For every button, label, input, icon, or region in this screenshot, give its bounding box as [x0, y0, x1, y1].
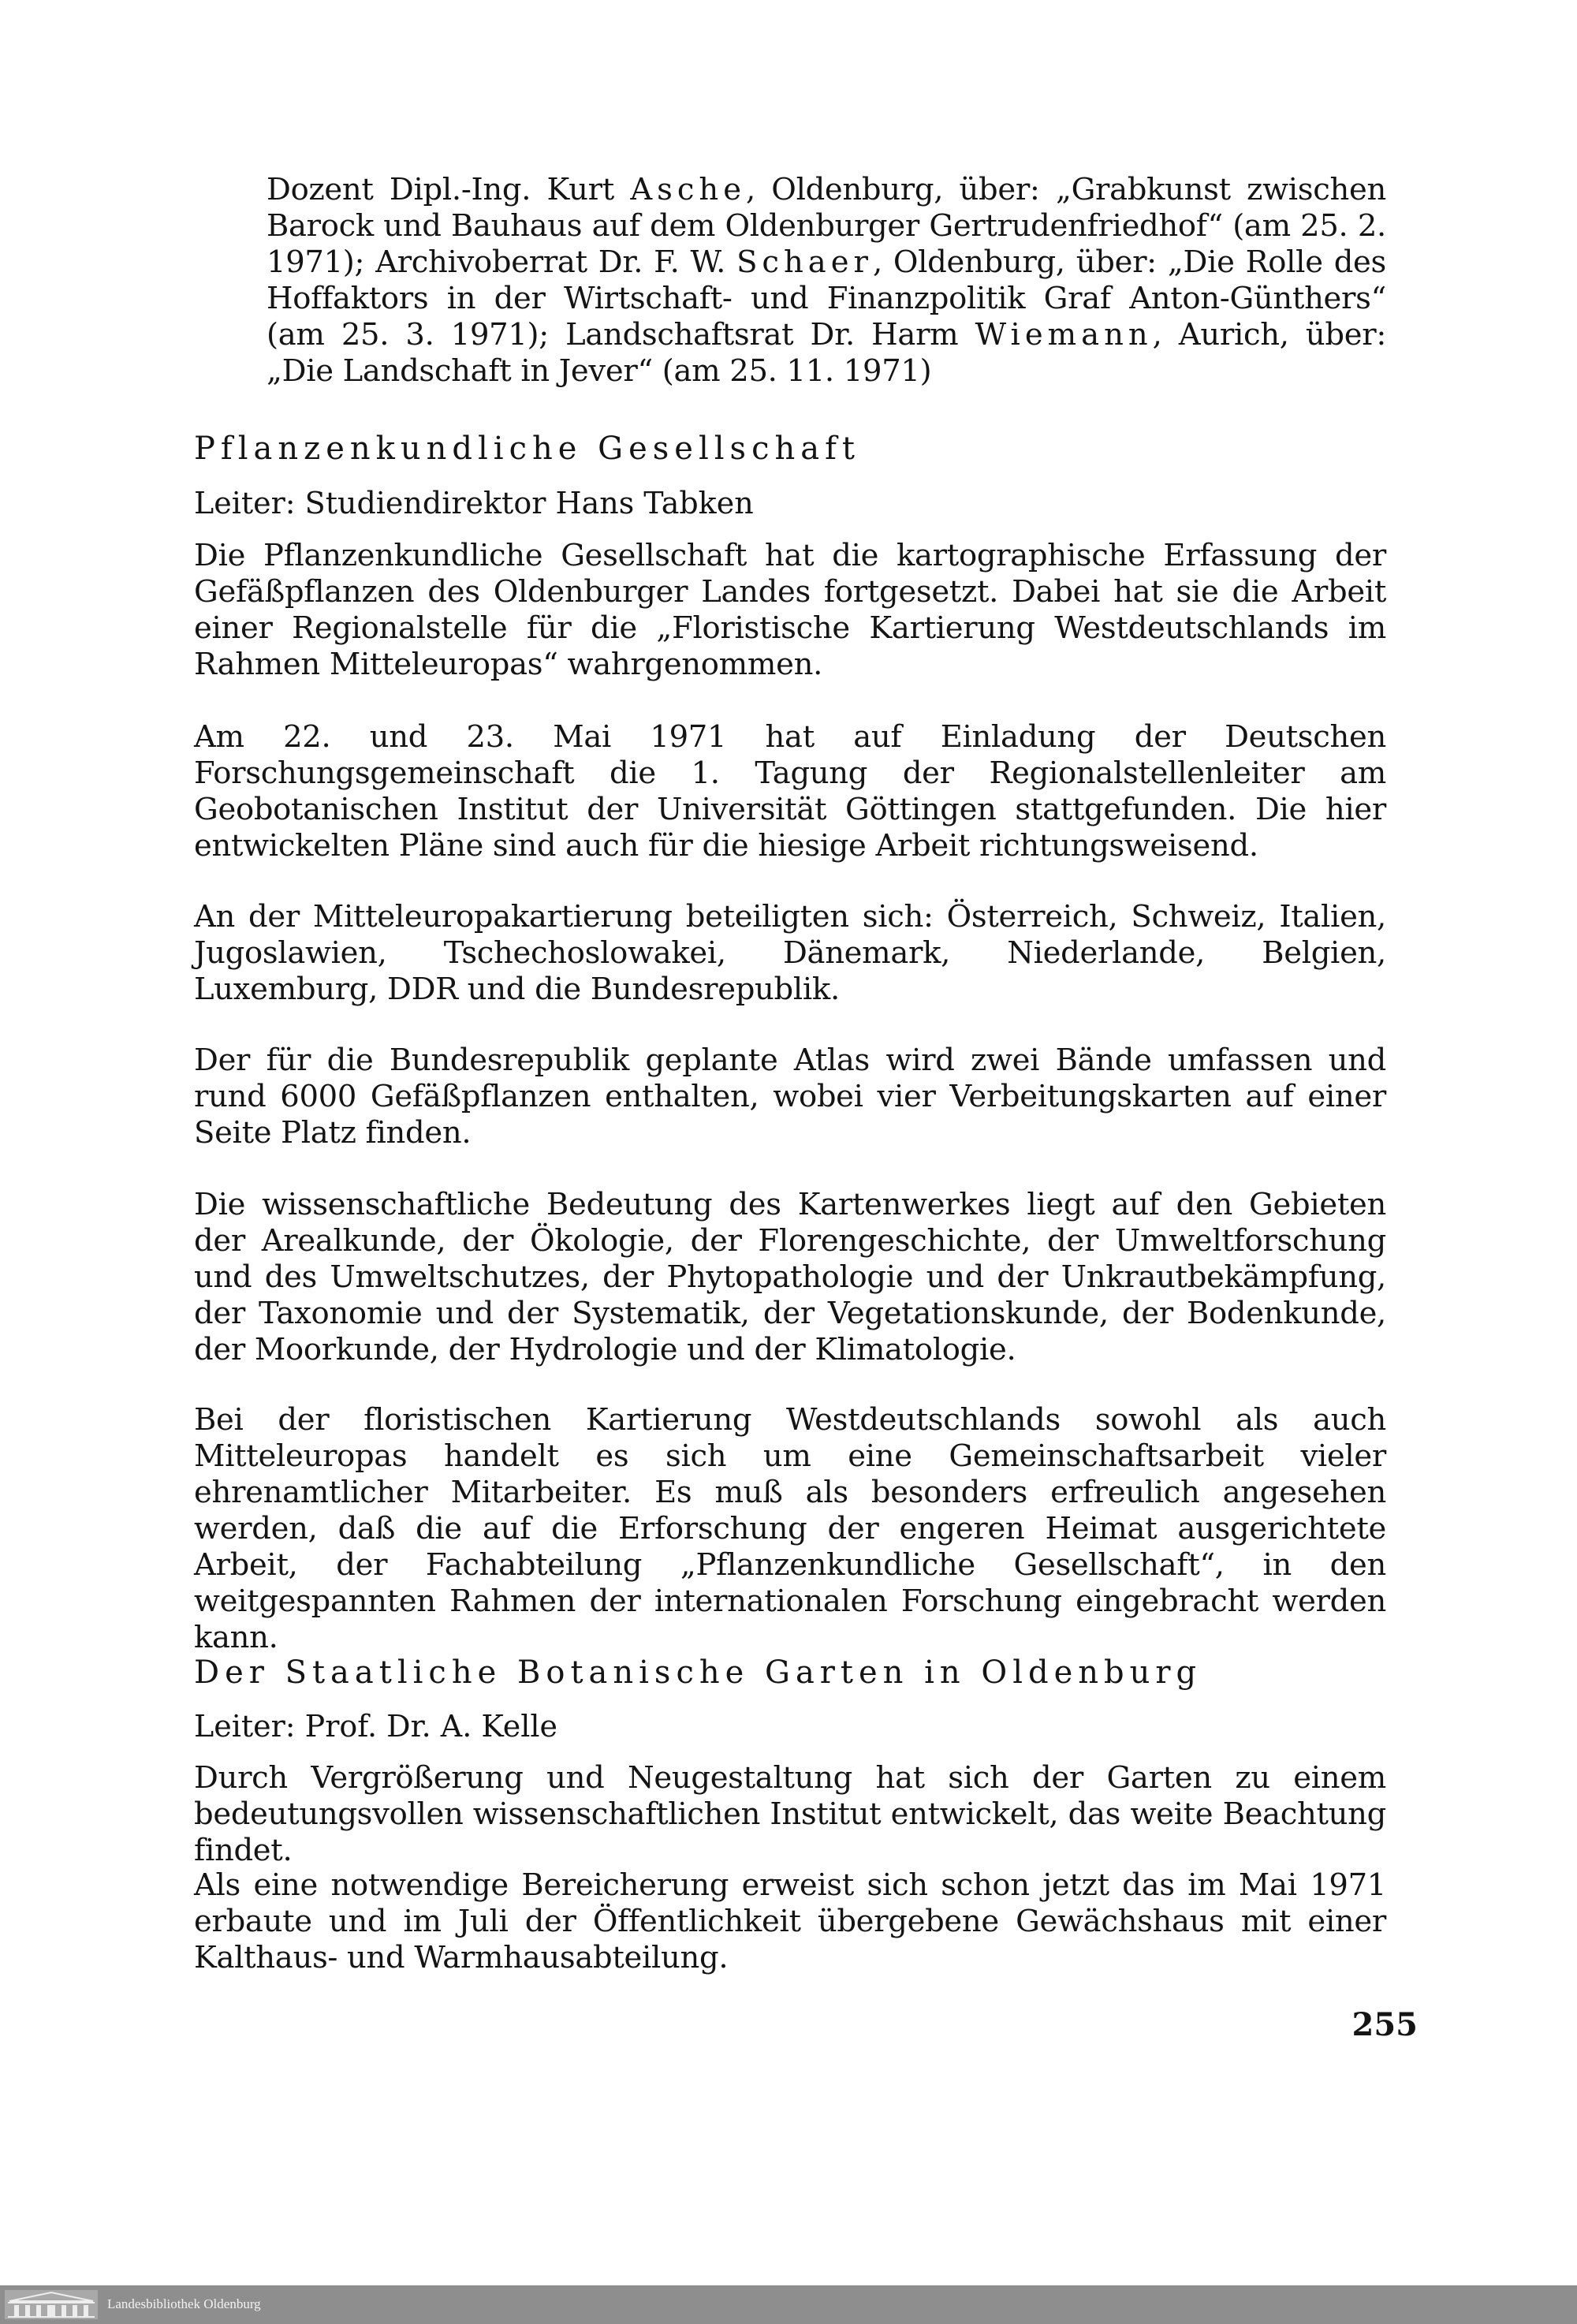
intro-text-2: , Oldenburg, über: „Grabkunst zwischen Barock und Bauhaus auf dem Oldenburger Gertrudenfriedhof“ (am 25. 2. 1971); Archivoberrat Dr. F. W.	[267, 172, 1386, 280]
section-leader-kelle: Leiter: Prof. Dr. A. Kelle	[194, 1709, 558, 1744]
footer-bar	[0, 2285, 1577, 2324]
intro-text-3: , Oldenburg, über: „Die Rolle des Hoffaktors in der Wirtschaft- und Finanzpolitik Graf Anton-Günthers“ (am 25. 3. 1971); Landschaftsrat Dr. Harm	[267, 244, 1386, 353]
library-building-icon	[5, 2290, 98, 2319]
paragraph-wissenschaftliche-bedeutung: Die wissenschaftliche Bedeutung des Kartenwerkes liegt auf den Gebieten der Arealkunde, der Ökologie, der Florengeschichte, der Umweltforschung und des Umweltschutzes, der Phytopathologie und der Unkrautbekämpfung, der Taxonomie und der Systematik, der Vegetationskunde, der Bodenkunde, der Moorkunde, der Hydrologie und der Klimatologie.	[194, 1187, 1386, 1367]
person-name-asche: Asche	[630, 172, 747, 207]
paragraph-vergroesserung: Durch Vergrößerung und Neugestaltung hat sich der Garten zu einem bedeutungsvollen wissenschaftlichen Institut entwickelt, das weite Beachtung findet.	[194, 1760, 1386, 1868]
section-leader-tabken: Leiter: Studiendirektor Hans Tabken	[194, 486, 754, 520]
footer-library-name: Landesbibliothek Oldenburg	[107, 2296, 261, 2311]
intro-text-1: Dozent Dipl.-Ing. Kurt	[267, 172, 631, 207]
paragraph-gewaechshaus: Als eine notwendige Bereicherung erweist sich schon jetzt das im Mai 1971 erbaute und im Juli der Öffentlichkeit übergebene Gewächshaus mit einer Kalthaus- und Warmhausabteilung.	[194, 1867, 1386, 1975]
paragraph-kartographische-erfassung: Die Pflanzenkundliche Gesellschaft hat die kartographische Erfassung der Gefäßpflanzen des Oldenburger Landes fortgesetzt. Dabei hat sie die Arbeit einer Regionalstelle für die „Floristische Kartierung Westdeutschlands im Rahmen Mitteleuropas“ wahrgenommen.	[194, 538, 1386, 682]
paragraph-gemeinschaftsarbeit: Bei der floristischen Kartierung Westdeutschlands sowohl als auch Mitteleuropas handelt es sich um eine Gemeinschaftsarbeit vieler ehrenamtlicher Mitarbeiter. Es muß als besonders erfreulich angesehen werden, daß die auf die Erforschung der engeren Heimat ausgerichtete Arbeit, der Fachabteilung „Pflanzenkundliche Gesellschaft“, in den weitgespannten Rahmen der internationalen Forschung eingebracht werden kann.	[194, 1402, 1386, 1655]
section-heading-botanischer-garten: Der Staatliche Botanische Garten in Oldenburg	[194, 1654, 1202, 1691]
page-number: 255	[1351, 2006, 1418, 2043]
person-name-wiemann: Wiemann	[975, 317, 1153, 353]
person-name-schaer: Schaer	[736, 244, 873, 280]
paragraph-mitteleuropakartierung: An der Mitteleuropakartierung beteiligten sich: Österreich, Schweiz, Italien, Jugoslawien, Tschechoslowakei, Dänemark, Niederlande, Belgien, Luxemburg, DDR und die Bundesrepublik.	[194, 899, 1386, 1007]
intro-paragraph	[267, 172, 1386, 390]
intro-text-4: , Aurich, über: „Die Landschaft in Jever“ (am 25. 11. 1971)	[267, 317, 1386, 389]
paragraph-atlas: Der für die Bundesrepublik geplante Atlas wird zwei Bände umfassen und rund 6000 Gefäßpflanzen enthalten, wobei vier Verbeitungskarten auf einer Seite Platz finden.	[194, 1043, 1386, 1151]
paragraph-tagung-goettingen: Am 22. und 23. Mai 1971 hat auf Einladung der Deutschen Forschungsgemeinschaft die 1. Tagung der Regionalstellenleiter am Geobotanischen Institut der Universität Göttingen stattgefunden. Die hier entwickelten Pläne sind auch für die hiesige Arbeit richtungsweisend.	[194, 719, 1386, 864]
section-heading-pflanzenkundliche: Pflanzenkundliche Gesellschaft	[194, 431, 860, 467]
